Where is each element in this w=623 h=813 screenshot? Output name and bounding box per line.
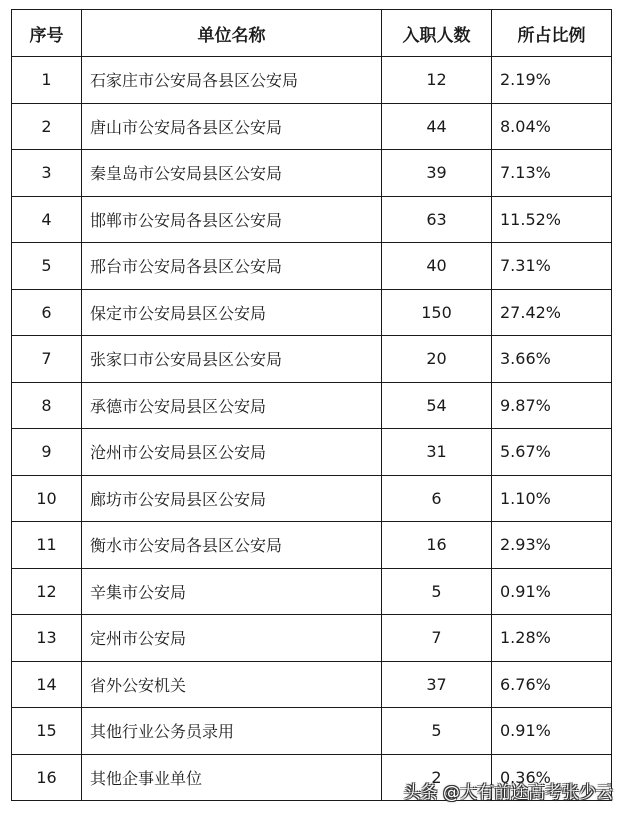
cell-index: 9 <box>12 429 82 476</box>
table-row <box>12 475 612 522</box>
cell-hire-count: 5 <box>382 568 492 615</box>
cell-ratio: 7.13% <box>492 150 612 197</box>
cell-ratio: 11.52% <box>492 196 612 243</box>
cell-unit-name: 廊坊市公安局县区公安局 <box>82 475 382 522</box>
table-row <box>12 661 612 708</box>
cell-index: 3 <box>12 150 82 197</box>
cell-hire-count: 7 <box>382 615 492 662</box>
cell-index: 2 <box>12 103 82 150</box>
cell-hire-count: 16 <box>382 522 492 569</box>
cell-hire-count: 6 <box>382 475 492 522</box>
cell-index: 12 <box>12 568 82 615</box>
table-row <box>12 336 612 383</box>
cell-index: 5 <box>12 243 82 290</box>
cell-unit-name: 张家口市公安局县区公安局 <box>82 336 382 383</box>
table-body <box>12 57 612 801</box>
cell-unit-name: 沧州市公安局县区公安局 <box>82 429 382 476</box>
header-row <box>12 10 612 57</box>
cell-ratio: 0.91% <box>492 568 612 615</box>
table-row <box>12 429 612 476</box>
table-row <box>12 57 612 104</box>
cell-ratio: 5.67% <box>492 429 612 476</box>
cell-ratio: 1.28% <box>492 615 612 662</box>
cell-unit-name: 唐山市公安局各县区公安局 <box>82 103 382 150</box>
cell-unit-name: 石家庄市公安局各县区公安局 <box>82 57 382 104</box>
cell-index: 13 <box>12 615 82 662</box>
cell-ratio: 8.04% <box>492 103 612 150</box>
cell-unit-name: 秦皇岛市公安局县区公安局 <box>82 150 382 197</box>
cell-ratio: 9.87% <box>492 382 612 429</box>
cell-ratio: 2.19% <box>492 57 612 104</box>
cell-hire-count: 39 <box>382 150 492 197</box>
cell-unit-name: 承德市公安局县区公安局 <box>82 382 382 429</box>
table-header <box>12 10 612 57</box>
cell-ratio: 1.10% <box>492 475 612 522</box>
cell-hire-count: 40 <box>382 243 492 290</box>
cell-unit-name: 省外公安机关 <box>82 661 382 708</box>
cell-unit-name: 其他企事业单位 <box>82 754 382 801</box>
cell-unit-name: 衡水市公安局各县区公安局 <box>82 522 382 569</box>
header-unit-name: 单位名称 <box>82 10 382 57</box>
cell-ratio: 2.93% <box>492 522 612 569</box>
cell-hire-count: 150 <box>382 289 492 336</box>
table-row <box>12 568 612 615</box>
cell-ratio: 3.66% <box>492 336 612 383</box>
cell-hire-count: 12 <box>382 57 492 104</box>
table-row <box>12 522 612 569</box>
cell-unit-name: 定州市公安局 <box>82 615 382 662</box>
cell-unit-name: 辛集市公安局 <box>82 568 382 615</box>
cell-hire-count: 37 <box>382 661 492 708</box>
cell-ratio: 7.31% <box>492 243 612 290</box>
table-row <box>12 103 612 150</box>
cell-index: 4 <box>12 196 82 243</box>
table-row <box>12 708 612 755</box>
cell-hire-count: 44 <box>382 103 492 150</box>
cell-index: 15 <box>12 708 82 755</box>
cell-unit-name: 邯郸市公安局各县区公安局 <box>82 196 382 243</box>
table-row <box>12 243 612 290</box>
cell-hire-count: 5 <box>382 708 492 755</box>
cell-index: 14 <box>12 661 82 708</box>
cell-unit-name: 邢台市公安局各县区公安局 <box>82 243 382 290</box>
header-index: 序号 <box>12 10 82 57</box>
cell-hire-count: 63 <box>382 196 492 243</box>
cell-index: 10 <box>12 475 82 522</box>
table-row <box>12 196 612 243</box>
table-row <box>12 289 612 336</box>
cell-hire-count: 2 <box>382 754 492 801</box>
cell-ratio: 0.91% <box>492 708 612 755</box>
table-row <box>12 615 612 662</box>
cell-unit-name: 保定市公安局县区公安局 <box>82 289 382 336</box>
table-row <box>12 382 612 429</box>
cell-hire-count: 31 <box>382 429 492 476</box>
cell-ratio: 6.76% <box>492 661 612 708</box>
cell-index: 6 <box>12 289 82 336</box>
table-row <box>12 150 612 197</box>
watermark: 头条 @大有前途高考张少云 <box>403 783 613 803</box>
cell-unit-name: 其他行业公务员录用 <box>82 708 382 755</box>
cell-ratio: 27.42% <box>492 289 612 336</box>
cell-ratio: 0.36% <box>492 754 612 801</box>
cell-index: 1 <box>12 57 82 104</box>
header-hire-count: 入职人数 <box>382 10 492 57</box>
cell-index: 7 <box>12 336 82 383</box>
cell-hire-count: 20 <box>382 336 492 383</box>
cell-index: 16 <box>12 754 82 801</box>
cell-index: 8 <box>12 382 82 429</box>
header-ratio: 所占比例 <box>492 10 612 57</box>
admission-table <box>11 9 612 801</box>
cell-index: 11 <box>12 522 82 569</box>
cell-hire-count: 54 <box>382 382 492 429</box>
